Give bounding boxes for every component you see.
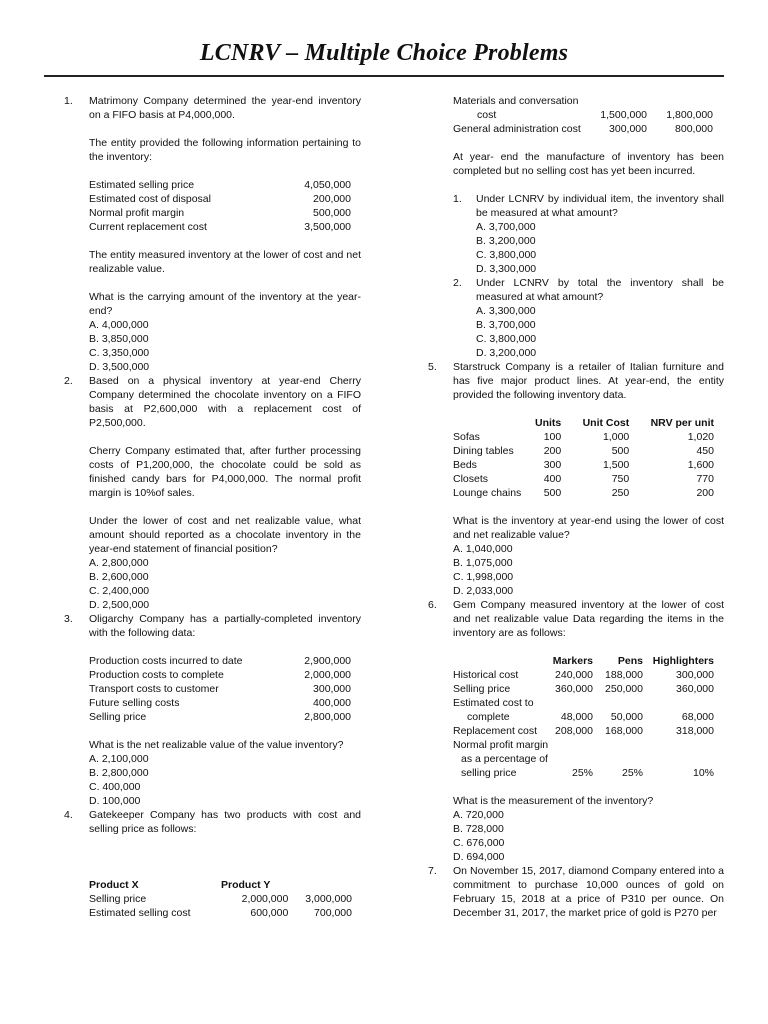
table-row: Selling price 360,000 250,000 360,000: [453, 683, 714, 695]
table-row: Production costs incurred to date 2,900,000: [89, 655, 351, 667]
answer-option[interactable]: C. 3,800,000: [476, 249, 537, 261]
answer-option[interactable]: C. 3,800,000: [476, 333, 537, 345]
question-prompt: Under LCNRV by total the inventory shall be measured at what amount?: [476, 277, 724, 303]
table-row: Selling price 2,800,000: [89, 711, 351, 723]
table-row: Transport costs to customer 300,000: [89, 683, 351, 695]
question-prompt: What is the carrying amount of the inventory at the year-end?: [89, 291, 361, 317]
question-intro: On November 15, 2017, diamond Company entered into a commitment to purchase 10,000 ounces of gold on February 15, 2018 at a price of P310 per ounce. On December 31, 2017, the market price of gold is P270 per: [453, 865, 724, 919]
answer-option[interactable]: D. 694,000: [453, 851, 505, 863]
table-row: Dining tables 200 500 450: [453, 445, 714, 457]
answer-option[interactable]: D. 2,033,000: [453, 585, 514, 597]
table-row: cost 1,500,000 1,800,000: [477, 109, 713, 121]
table-row: Estimated cost to: [453, 697, 534, 709]
question-text: At year- end the manufacture of inventory has been completed but no selling cost has yet been incurred.: [453, 151, 724, 177]
question-number: 4.: [64, 809, 73, 821]
answer-option[interactable]: C. 2,400,000: [89, 585, 150, 597]
question-6: [424, 598, 724, 864]
table-header-row: [89, 878, 352, 892]
answer-options: [476, 220, 724, 276]
answer-options: [89, 318, 361, 374]
answer-option[interactable]: B. 728,000: [453, 823, 504, 835]
data-table: [89, 178, 361, 234]
answer-option[interactable]: B. 2,600,000: [89, 571, 149, 583]
question-number: 7.: [428, 865, 437, 877]
inventory-table: [453, 654, 714, 780]
table-row: Beds 300 1,500 1,600: [453, 459, 714, 471]
question-intro: Starstruck Company is a retailer of Italian furniture and has five major product lines. At year-end, the entity provided the following inventory data.: [453, 361, 724, 401]
question-number: 3.: [64, 613, 73, 625]
question-intro: Oligarchy Company has a partially-completed inventory with the following data:: [89, 613, 361, 639]
question-text: The entity measured inventory at the lower of cost and net realizable value.: [89, 249, 361, 275]
column-header: Markers: [552, 655, 593, 667]
product-table-continued: [453, 94, 713, 136]
question-3: [58, 612, 361, 808]
question-7: [424, 864, 724, 920]
answer-option[interactable]: C. 1,998,000: [453, 571, 514, 583]
table-row: Historical cost 240,000 188,000 300,000: [453, 669, 714, 681]
table-row: Estimated cost of disposal 200,000: [89, 193, 351, 205]
answer-options: [89, 752, 361, 808]
page-title: LCNRV – Multiple Choice Problems: [199, 40, 569, 66]
question-number: 2.: [64, 375, 73, 387]
table-row: Estimated selling price 4,050,000: [89, 179, 351, 191]
question-prompt: Under the lower of cost and net realizable value, what amount should reported as a chocolate inventory in the year-end statement of financial position?: [89, 515, 361, 555]
answer-option[interactable]: B. 2,800,000: [89, 767, 149, 779]
table-row: Normal profit margin 500,000: [89, 207, 351, 219]
table-row: Future selling costs 400,000: [89, 697, 351, 709]
question-1: [58, 94, 361, 374]
column-header: Highlighters: [652, 655, 714, 667]
sub-question-1: [453, 192, 724, 276]
answer-option[interactable]: A. 1,040,000: [453, 543, 513, 555]
answer-option[interactable]: C. 676,000: [453, 837, 505, 849]
inventory-table: [453, 416, 714, 500]
answer-option[interactable]: D. 3,500,000: [89, 361, 150, 373]
answer-option[interactable]: A. 3,700,000: [476, 221, 536, 233]
left-column: [58, 94, 361, 920]
table-row: Materials and conversation: [453, 95, 579, 107]
title-underline: [44, 75, 724, 77]
column-header: NRV per unit: [650, 417, 714, 429]
column-header: Product Y: [221, 879, 271, 891]
question-4-continued: [424, 94, 724, 360]
table-header-row: [453, 416, 714, 430]
answer-options: [453, 808, 724, 864]
question-prompt: What is the inventory at year-end using the lower of cost and net realizable value?: [453, 515, 724, 541]
column-header: Product X: [89, 879, 139, 891]
table-row: selling price 25% 25% 10%: [461, 767, 714, 779]
data-table: [89, 654, 361, 724]
column-header: Unit Cost: [582, 417, 630, 429]
answer-option[interactable]: A. 2,100,000: [89, 753, 149, 765]
table-row: Replacement cost 208,000 168,000 318,000: [453, 725, 714, 737]
answer-option[interactable]: A. 2,800,000: [89, 557, 149, 569]
question-number: 1.: [64, 95, 73, 107]
column-header: Pens: [617, 655, 643, 667]
table-row: Sofas 100 1,000 1,020: [453, 431, 714, 443]
answer-option[interactable]: D. 100,000: [89, 795, 141, 807]
question-intro: Gem Company measured inventory at the lower of cost and net realizable value Data regarding the items in the inventory are as follows:: [453, 599, 724, 639]
answer-option[interactable]: A. 3,300,000: [476, 305, 536, 317]
column-header: Units: [535, 417, 562, 429]
table-row: Selling price 2,000,000 3,000,000: [89, 893, 352, 905]
table-header-row: [453, 654, 714, 668]
question-intro: Matrimony Company determined the year-end inventory on a FIFO basis at P4,000,000.: [89, 95, 361, 121]
question-prompt: What is the net realizable value of the value inventory?: [89, 739, 344, 751]
answer-option[interactable]: D. 3,300,000: [476, 263, 537, 275]
answer-option[interactable]: D. 3,200,000: [476, 347, 537, 359]
product-table: [89, 878, 352, 920]
question-5: [424, 360, 724, 598]
table-row: complete 48,000 50,000 68,000: [467, 711, 714, 723]
answer-option[interactable]: B. 3,850,000: [89, 333, 149, 345]
answer-option[interactable]: D. 2,500,000: [89, 599, 150, 611]
sub-question-2: [453, 276, 724, 360]
table-row: Closets 400 750 770: [453, 473, 714, 485]
table-row: Normal profit margin: [453, 739, 549, 751]
table-row: as a percentage of: [461, 753, 548, 765]
question-text: Cherry Company estimated that, after further processing costs of P1,200,000, the chocolate could be sold as finished candy bars for P4,000,000. The normal profit margin is 10%of sales.: [89, 445, 361, 499]
question-intro: Based on a physical inventory at year-end Cherry Company determined the chocolate inventory on a FIFO basis at P2,600,000 with a replacement cost of P2,500,000.: [89, 375, 361, 429]
answer-option[interactable]: B. 3,200,000: [476, 235, 536, 247]
question-text: The entity provided the following information pertaining to the inventory:: [89, 137, 361, 163]
answer-options: [453, 542, 724, 598]
answer-option[interactable]: B. 1,075,000: [453, 557, 513, 569]
table-row: Lounge chains 500 250 200: [453, 487, 714, 499]
answer-option[interactable]: B. 3,700,000: [476, 319, 536, 331]
right-column: [424, 94, 724, 920]
question-prompt: What is the measurement of the inventory?: [453, 795, 654, 807]
table-row: Estimated selling cost 600,000 700,000: [89, 907, 352, 919]
question-intro: Gatekeeper Company has two products with cost and selling price as follows:: [89, 809, 361, 835]
table-row: Production costs to complete 2,000,000: [89, 669, 351, 681]
answer-option[interactable]: C. 3,350,000: [89, 347, 150, 359]
answer-option[interactable]: A. 720,000: [453, 809, 504, 821]
answer-options: [476, 304, 724, 360]
table-row: General administration cost 300,000 800,000: [453, 123, 713, 135]
sub-question-number: 2.: [453, 277, 462, 289]
sub-question-number: 1.: [453, 193, 462, 205]
answer-option[interactable]: C. 400,000: [89, 781, 141, 793]
question-2: [58, 374, 361, 612]
question-4: [58, 808, 361, 920]
answer-option[interactable]: A. 4,000,000: [89, 319, 149, 331]
question-number: 6.: [428, 599, 437, 611]
question-prompt: Under LCNRV by individual item, the inventory shall be measured at what amount?: [476, 193, 724, 219]
answer-options: [89, 556, 361, 612]
question-number: 5.: [428, 361, 437, 373]
table-row: Current replacement cost 3,500,000: [89, 221, 351, 233]
